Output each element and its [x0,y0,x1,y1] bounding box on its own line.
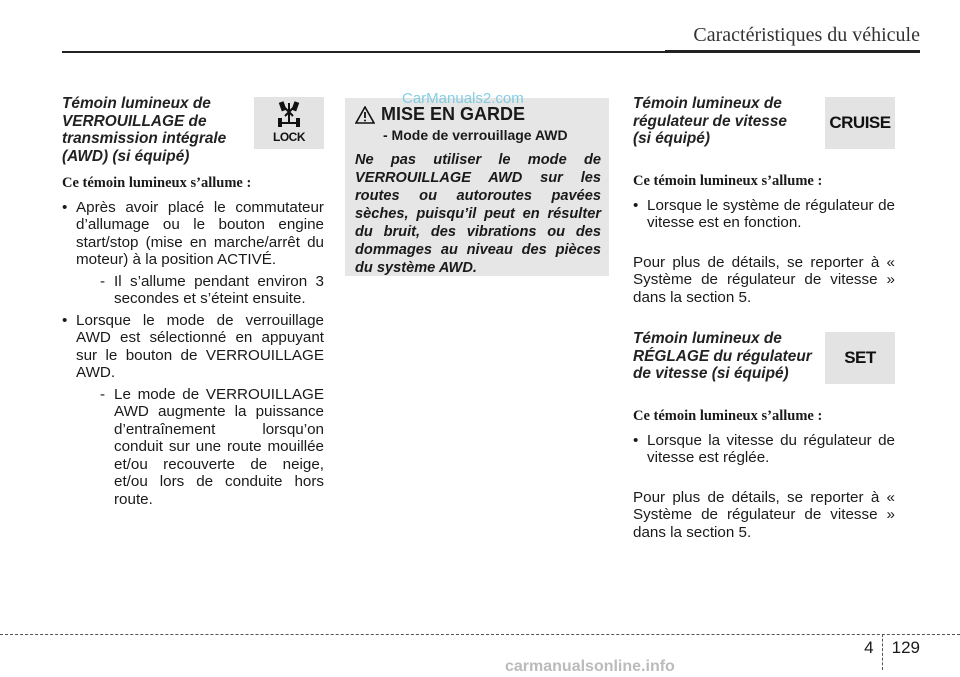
set-title-line: RÉGLAGE du régulateur [633,347,812,365]
awd-section-head [62,95,324,165]
watermark-text: CarManuals2.com [402,90,524,107]
awd-lock-column [62,95,324,512]
awd-section-title [62,95,242,165]
warning-triangle-icon [355,106,375,124]
sub-item: - Le mode de VERROUILLAGE AWD augmente la puissance d’entraînement lorsqu’on conduit sur une route mouillée et/ou recouverte de neige, et/ou lors de conduite hors route. [100,385,324,508]
chapter-number: 4 [864,638,874,657]
drivetrain-icon [272,99,306,129]
cruise-title-line: Témoin lumineux de [633,95,782,112]
sub-item: - Il s’allume pendant environ 3 secondes et s’éteint ensuite. [100,272,324,307]
lock-icon-label: LOCK [273,130,305,145]
set-lead: Ce témoin lumineux s’allume : [633,408,823,424]
warning-title: MISE EN GARDE [381,104,526,124]
cruise-section-title [633,95,813,148]
set-section-head [633,330,895,398]
page-number-value: 129 [891,638,920,657]
running-header: Caractéristiques du véhicule [693,24,920,46]
awd-lock-indicator-icon [254,97,324,149]
list-item [62,312,324,509]
bullet-text: Après avoir placé le commutateur d’allumage ou le bouton engine start/stop (mise en marche/arrêt du moteur) à la position ACTIVÉ. [76,198,324,268]
set-section-title [633,330,813,383]
sub-item-text: Le mode de VERROUILLAGE AWD augmente la puissance d’entraînement lorsqu’on conduit sur une route mouillée et/ou recouverte de neige, et/ou lors de conduite hors route. [114,385,324,508]
cruise-icon-label: CRUISE [829,113,891,133]
cruise-section-head [633,95,895,163]
header-rule-accent [665,50,920,53]
cruise-title-line: (si équipé) [633,130,710,147]
warning-subtitle: - Mode de verrouillage AWD [383,127,568,143]
cruise-indicator-icon [825,97,895,149]
set-icon-label: SET [844,348,876,368]
bullet-text: Lorsque le mode de verrouillage AWD est sélectionné en appuyant sur le bouton de VERROUILLAGE AWD. [76,311,324,381]
set-reference: Pour plus de détails, se reporter à « Système de régulateur de vitesse » dans la section 5. [633,488,895,541]
cruise-bullet-list [633,197,895,232]
set-title-line: Témoin lumineux de [633,330,782,347]
footer-watermark: carmanualsonline.info [505,658,675,675]
cruise-column [633,95,895,541]
list-item: • Lorsque la vitesse du régulateur de vitesse est réglée. [633,432,895,467]
set-indicator-icon [825,332,895,384]
warning-box [345,98,609,276]
sub-item-text: Il s’allume pendant environ 3 secondes et s’éteint ensuite. [114,272,324,307]
list-item: • Lorsque le système de régulateur de vitesse est en fonction. [633,197,895,232]
awd-lead: Ce témoin lumineux s’allume : [62,175,252,191]
awd-title-line: VERROUILLAGE de [62,112,207,130]
cruise-lead: Ce témoin lumineux s’allume : [633,173,823,189]
awd-title-line: Témoin lumineux de [62,95,211,112]
warning-header [355,104,601,125]
footer-rule [0,634,960,635]
list-item [62,199,324,308]
cruise-title-line: régulateur de vitesse [633,112,787,130]
set-title-line: de vitesse (si équipé) [633,365,789,382]
warning-body: Ne pas utiliser le mode de VERROUILLAGE AWD sur les routes ou autoroutes pavées sèches, puisqu’il peut en résulter du bruit, des vibrations ou des dommages au niveau des pièces du système AWD. [355,152,601,276]
awd-title-line: (AWD) (si équipé) [62,147,190,165]
awd-bullet-list [62,199,324,509]
page-number-divider [882,634,884,670]
cruise-reference: Pour plus de détails, se reporter à « Système de régulateur de vitesse » dans la section 5. [633,253,895,306]
page-number [864,638,920,670]
awd-title-line: transmission intégrale [62,130,227,147]
set-bullet-list [633,432,895,467]
